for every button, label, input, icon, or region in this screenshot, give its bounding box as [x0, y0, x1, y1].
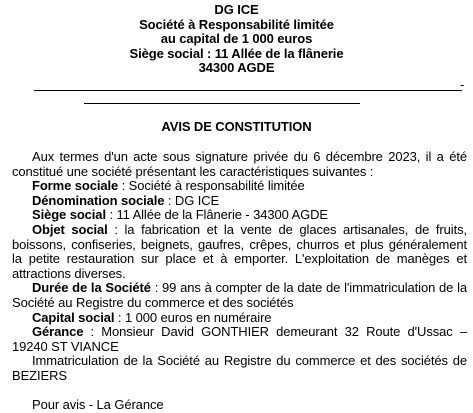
field-capital	[12, 311, 467, 326]
field-label: Capital social	[32, 309, 115, 325]
company-seat: Siège social : 11 Allée de la flânerie	[129, 45, 344, 61]
company-capital: au capital de 1 000 euros	[160, 31, 313, 47]
divider-long	[34, 90, 462, 91]
field-value: : DG ICE	[164, 192, 220, 208]
field-label: Siège social	[32, 207, 106, 223]
field-label: Gérance	[32, 324, 84, 340]
field-value: : 99 ans à compter de la date de l'immatriculation de la Société au Registre du commerce et des sociétés	[12, 280, 467, 310]
field-objet	[12, 223, 467, 281]
field-label: Dénomination sociale	[32, 192, 165, 208]
notice-header	[0, 3, 473, 76]
field-value: : Société à responsabilité limitée	[118, 178, 305, 194]
company-city: 34300 AGDE	[198, 60, 275, 76]
field-siege	[12, 208, 467, 223]
notice-title: AVIS DE CONSTITUTION	[161, 119, 312, 134]
field-value: : Monsieur David GONTHIER demeurant 32 Route d'Ussac – 19240 ST VIANCE	[12, 324, 467, 354]
notice-body	[12, 150, 467, 413]
field-value: : 11 Allée de la Flânerie - 34300 AGDE	[105, 207, 329, 223]
field-label: Forme sociale	[32, 178, 119, 194]
field-label: Durée de la Société	[32, 280, 151, 296]
field-forme	[12, 179, 467, 194]
divider-dash: -	[460, 77, 465, 92]
immatriculation-paragraph: Immatriculation de la Société au Registre du commerce et des sociétés de BEZIERS	[12, 353, 467, 383]
field-duree	[12, 281, 467, 310]
closing-line: Pour avis - La Gérance	[32, 397, 164, 413]
intro-paragraph: Aux termes d'un acte sous signature privée du 6 décembre 2023, il a été constitué une société présentant les caractéristiques suivantes :	[12, 149, 467, 179]
field-value: : la fabrication et la vente de glaces artisanales, de fruits, boissons, confiseries, beignets, gaufres, crêpes, churros et plus généralement la petite restauration sur place et à emporter. L'exploitation de manèges et attractions diverses.	[12, 221, 467, 281]
divider-short	[84, 103, 360, 104]
field-gerance	[12, 325, 467, 354]
spacer	[12, 384, 467, 399]
field-value: : 1 000 euros en numéraire	[114, 309, 272, 325]
company-name: DG ICE	[214, 2, 259, 17]
company-form: Société à Responsabilité limitée	[139, 16, 334, 32]
field-denomination	[12, 194, 467, 209]
field-label: Objet social	[32, 221, 108, 237]
